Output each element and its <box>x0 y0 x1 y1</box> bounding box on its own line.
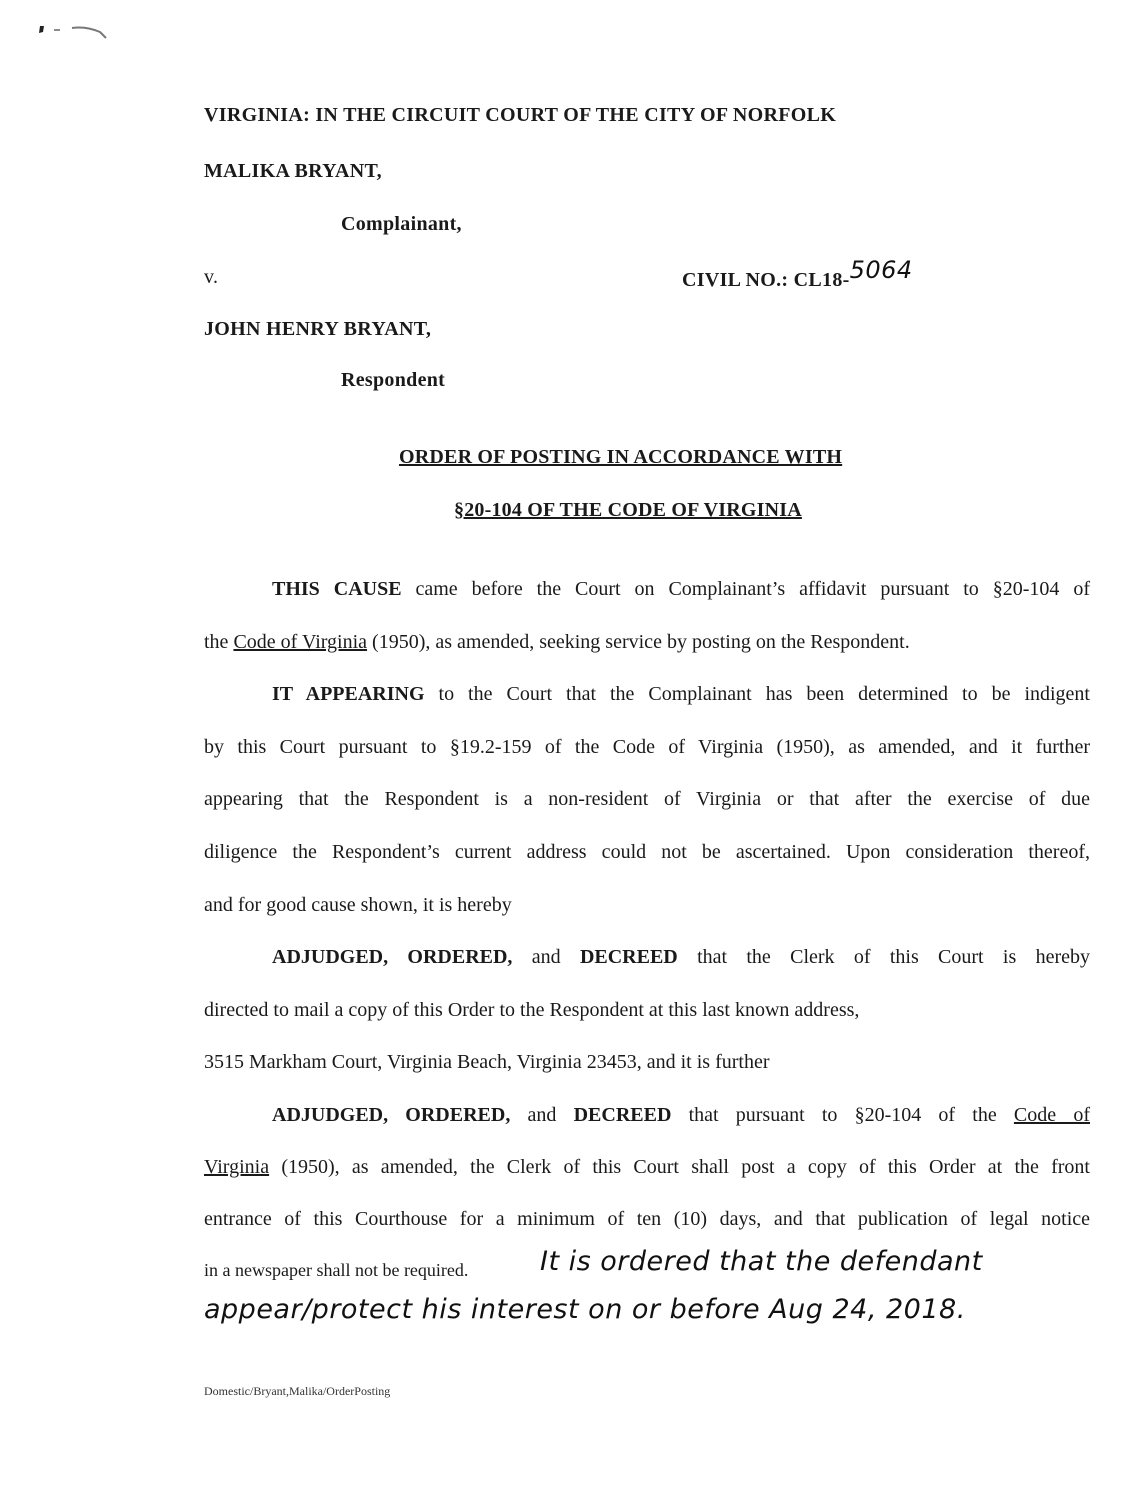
paragraph-adjudged-2-line4: in a newspaper shall not be required. <box>204 1260 469 1280</box>
paragraph-this-cause-line2: the Code of Virginia (1950), as amended, seeking service by posting on the Respondent. <box>204 631 910 653</box>
order-title-line2: §20-104 OF THE CODE OF VIRGINIA <box>454 499 802 521</box>
paragraph-it-appearing-line4: diligence the Respondent’s current address could not be ascertained. Upon consideration thereof, <box>204 841 1090 863</box>
complainant-name: MALIKA BRYANT, <box>204 160 382 182</box>
respondent-name: JOHN HENRY BRYANT, <box>204 318 432 340</box>
code-of-virginia-ref: Code of Virginia <box>233 631 368 653</box>
paragraph-adjudged-2-line1: ADJUDGED, ORDERED, and DECREED that pursuant to §20-104 of the Code of <box>272 1104 1090 1126</box>
paragraph-this-cause-line1: THIS CAUSE came before the Court on Complainant’s affidavit pursuant to §20-104 of <box>272 578 1090 600</box>
paragraph-adjudged-2-line2: Virginia (1950), as amended, the Clerk of this Court shall post a copy of this Order at the front <box>204 1156 1090 1178</box>
lead-this-cause: THIS CAUSE <box>272 578 402 600</box>
paragraph-it-appearing-line1: IT APPEARING to the Court that the Complainant has been determined to be indigent <box>272 683 1090 705</box>
versus-label: v. <box>204 266 219 288</box>
lead-it-appearing: IT APPEARING <box>272 683 425 705</box>
footer-file-path: Domestic/Bryant,Malika/OrderPosting <box>204 1384 391 1398</box>
civil-number-handwritten: 5064 <box>849 256 913 284</box>
scan-artifact-mark <box>36 22 116 52</box>
civil-number-label: CIVIL NO.: CL18- <box>682 269 850 291</box>
paragraph-adjudged-2-line3: entrance of this Courthouse for a minimum of ten (10) days, and that publication of legal notice <box>204 1208 1090 1230</box>
order-title-line1: ORDER OF POSTING IN ACCORDANCE WITH <box>399 446 843 468</box>
handwritten-note-line1: It is ordered that the defendant <box>540 1246 983 1277</box>
civil-number <box>682 256 913 292</box>
paragraph-adjudged-1-line2: directed to mail a copy of this Order to the Respondent at this last known address, <box>204 999 860 1021</box>
respondent-address: 3515 Markham Court, Virginia Beach, Virginia 23453, and it is further <box>204 1051 770 1073</box>
paragraph-it-appearing-line2: by this Court pursuant to §19.2-159 of the Code of Virginia (1950), as amended, and it further <box>204 736 1090 758</box>
paragraph-it-appearing-line3: appearing that the Respondent is a non-resident of Virginia or that after the exercise of due <box>204 788 1090 810</box>
paragraph-it-appearing-line5: and for good cause shown, it is hereby <box>204 894 512 916</box>
handwritten-note-line2: appear/protect his interest on or before Aug 24, 2018. <box>204 1294 966 1325</box>
court-caption: VIRGINIA: IN THE CIRCUIT COURT OF THE CITY OF NORFOLK <box>204 104 837 126</box>
paragraph-adjudged-1-line1: ADJUDGED, ORDERED, and DECREED that the Clerk of this Court is hereby <box>272 946 1090 968</box>
complainant-role: Complainant, <box>341 213 462 235</box>
respondent-role: Respondent <box>341 369 446 391</box>
